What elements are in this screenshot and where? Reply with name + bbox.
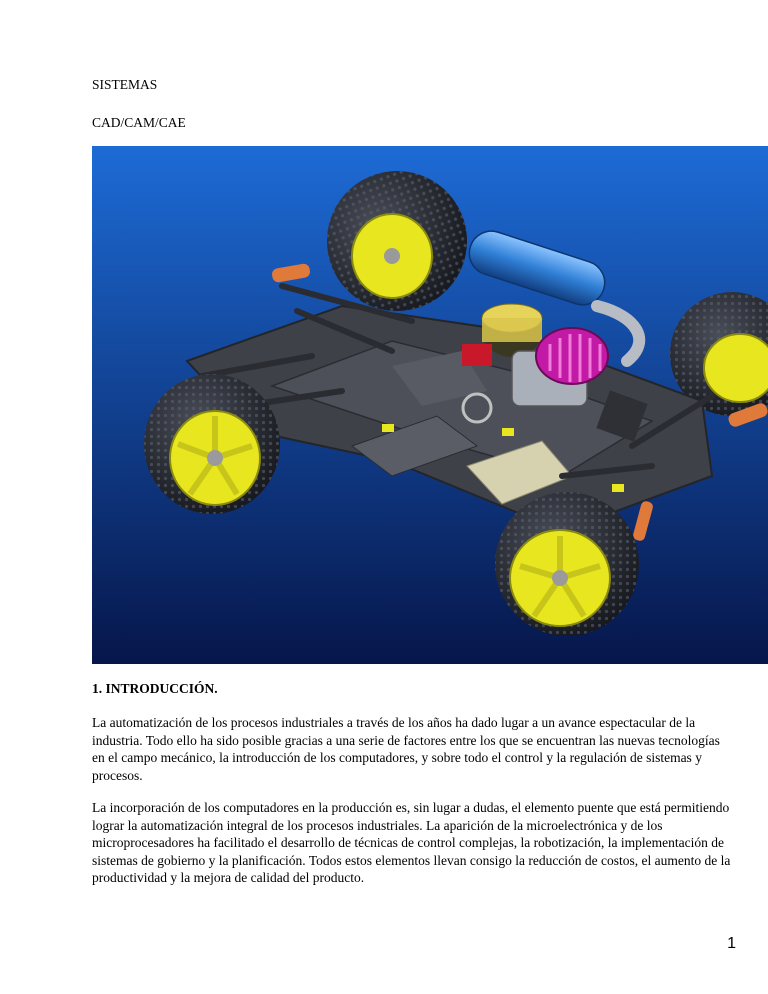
page-number: 1 [727, 935, 736, 952]
paragraph-2: La incorporación de los computadores en la producción es, sin lugar a dudas, el elemento puente que está permitiendo lograr la automatización integral de los procesos industriales. La aparición de la microelectrónica y de los microprocesadores ha facilitado el desarrollo de técnicas de control complejas, la robotización, la implementación de sistemas de gobierno y la planificación. Todos estos elementos llevan consigo la reducción de costos, el aumento de la productividad y la mejora de calidad del producto. [92, 800, 731, 885]
section-heading: 1. INTRODUCCIÓN. [92, 681, 218, 696]
document-title-line-1: SISTEMAS [92, 77, 158, 92]
paragraph-1: La automatización de los procesos industriales a través de los años ha dado lugar a un avance espectacular de la industria. Todo ello ha sido posible gracias a una serie de factores entre los que se encuentran las nuevas tecnologías en el campo mecánico, la introducción de los computadores, y sobre todo el control y la regulación de sistemas y procesos. [92, 715, 720, 783]
rc-car-cad-render [92, 146, 768, 664]
document-title-line-2: CAD/CAM/CAE [92, 115, 186, 130]
wheel-front-right [495, 492, 639, 636]
wheel-front-left [144, 374, 280, 514]
